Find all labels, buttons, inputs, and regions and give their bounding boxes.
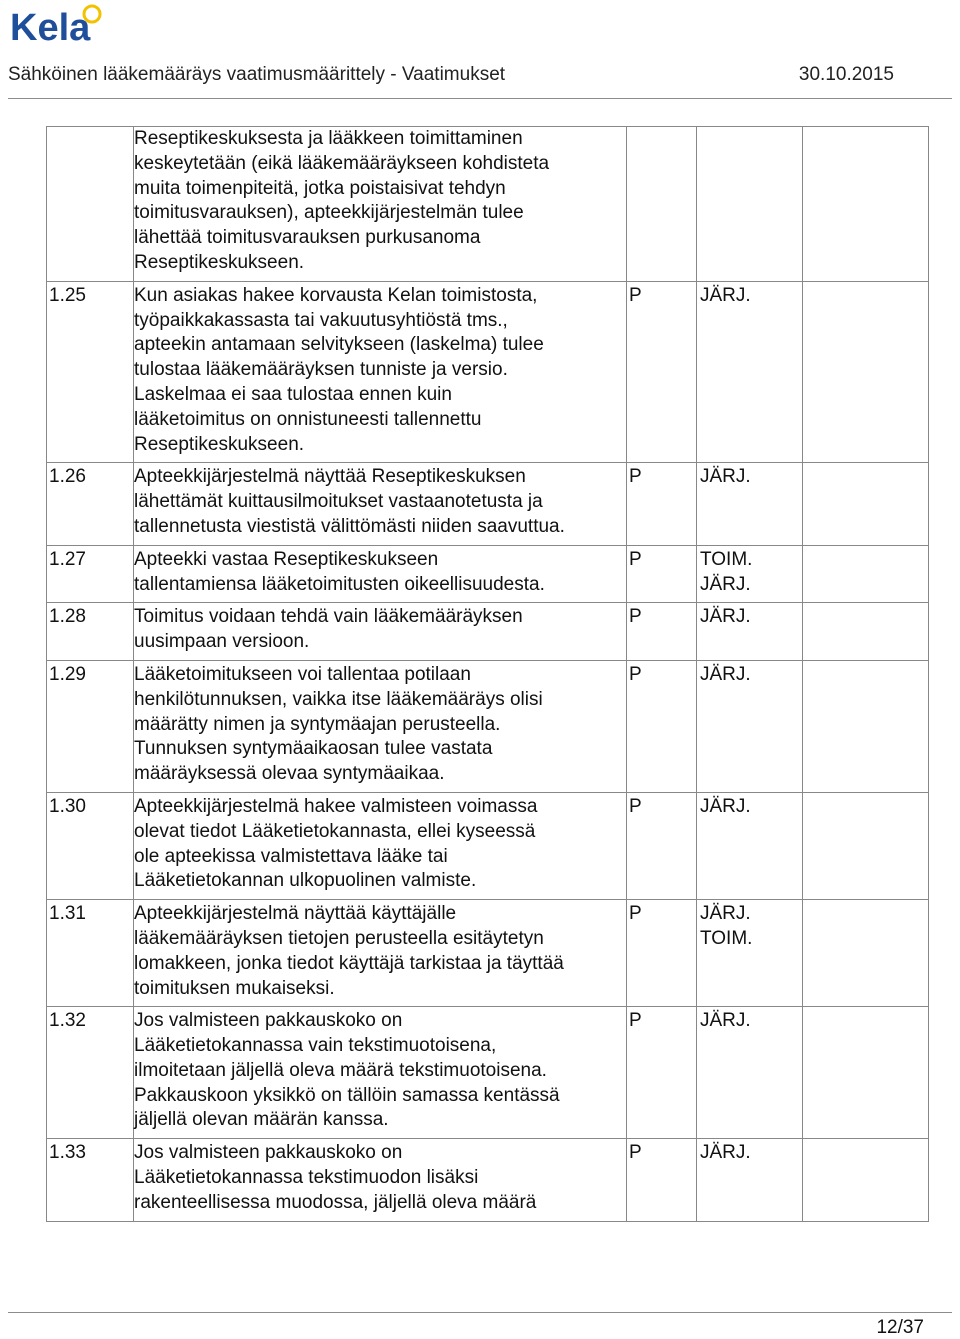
requirement-priority (627, 127, 697, 282)
requirement-responsibility (697, 660, 803, 792)
requirement-number: 1.33 (47, 1139, 134, 1221)
responsibility-item: JÄRJ. (700, 466, 751, 488)
requirement-text-line: määräyksessä olevaa syntymäaikaa. (134, 763, 445, 785)
requirement-priority: P (627, 900, 697, 1007)
requirements-table (46, 126, 929, 1222)
requirement-notes (803, 1139, 929, 1221)
requirement-text-line: ilmoitetaan jäljellä oleva määrä tekstimuotoisena. (134, 1059, 547, 1081)
requirement-responsibility (697, 281, 803, 463)
page-number: 12/37 (876, 1317, 924, 1338)
responsibility-item: JÄRJ. (700, 903, 751, 925)
requirement-row (47, 127, 929, 282)
requirement-text (134, 792, 627, 899)
requirement-text-line: Reseptikeskukseen. (134, 251, 305, 273)
requirement-number: 1.27 (47, 545, 134, 603)
requirement-text-line: olevat tiedot Lääketietokannasta, ellei kyseessä (134, 820, 536, 842)
requirement-text-line: Reseptikeskukseen. (134, 433, 305, 455)
responsibility-item: JÄRJ. (700, 573, 751, 595)
requirement-text-line: Apteekkijärjestelmä näyttää Reseptikeskuksen (134, 466, 526, 488)
requirement-row (47, 792, 929, 899)
requirement-row (47, 545, 929, 603)
requirement-text-line: muita toimenpiteitä, jotka poistaisivat tehdyn (134, 177, 506, 199)
requirement-notes (803, 792, 929, 899)
page-footer (8, 1312, 952, 1339)
requirement-priority: P (627, 463, 697, 545)
requirement-text-line: tallennetusta viestistä välittömästi niiden saavuttua. (134, 515, 565, 537)
requirement-text (134, 127, 627, 282)
requirement-number: 1.28 (47, 603, 134, 661)
requirement-text (134, 545, 627, 603)
requirement-text-line: uusimpaan versioon. (134, 631, 310, 653)
requirement-text-line: Apteekki vastaa Reseptikeskukseen (134, 548, 439, 570)
responsibility-item: JÄRJ. (700, 663, 751, 685)
requirement-text (134, 603, 627, 661)
requirement-responsibility (697, 545, 803, 603)
kela-logo (8, 2, 108, 46)
requirement-notes (803, 545, 929, 603)
responsibility-item: JÄRJ. (700, 795, 751, 817)
requirement-row (47, 660, 929, 792)
requirement-text-line: apteekin antamaan selvitykseen (laskelma) tulee (134, 334, 544, 356)
requirement-text-line: jäljellä olevan määrän kanssa. (134, 1109, 389, 1131)
requirement-number: 1.25 (47, 281, 134, 463)
requirement-priority: P (627, 1139, 697, 1221)
requirements-body (47, 127, 929, 1222)
requirement-text-line: lähettämät kuittausilmoitukset vastaanotetusta ja (134, 491, 543, 513)
requirement-text-line: tulostaa lääkemääräyksen tunniste ja versio. (134, 359, 508, 381)
requirement-text-line: lääkemääräyksen tietojen perusteella esitäytetyn (134, 927, 544, 949)
requirement-text-line: Reseptikeskuksesta ja lääkkeen toimittaminen (134, 128, 523, 149)
requirement-row (47, 1007, 929, 1139)
requirement-row (47, 603, 929, 661)
requirement-row (47, 463, 929, 545)
requirement-text-line: Lääketoimitukseen voi tallentaa potilaan (134, 663, 471, 685)
requirement-number: 1.26 (47, 463, 134, 545)
requirement-text-line: Apteekkijärjestelmä hakee valmisteen voimassa (134, 795, 538, 817)
requirement-text-line: Lääketietokannassa vain tekstimuotoisena, (134, 1035, 497, 1057)
requirement-text-line: Toimitus voidaan tehdä vain lääkemääräyksen (134, 606, 523, 628)
requirement-notes (803, 603, 929, 661)
requirement-responsibility (697, 900, 803, 1007)
requirement-text-line: ole apteekissa valmistettava lääke tai (134, 845, 448, 867)
requirement-text (134, 281, 627, 463)
requirement-text-line: rakenteellisessa muodossa, jäljellä oleva määrä (134, 1191, 537, 1213)
requirement-number (47, 127, 134, 282)
requirement-responsibility (697, 463, 803, 545)
responsibility-item: JÄRJ. (700, 606, 751, 628)
requirement-priority: P (627, 281, 697, 463)
requirement-text-line: työpaikkakassasta tai vakuutusyhtiöstä tms., (134, 309, 508, 331)
requirement-text-line: Laskelmaa ei saa tulostaa ennen kuin (134, 383, 452, 405)
requirement-text-line: lähettää toimitusvarauksen purkusanoma (134, 227, 481, 249)
responsibility-item: JÄRJ. (700, 284, 751, 306)
requirement-notes (803, 1007, 929, 1139)
requirement-text-line: Lääketietokannan ulkopuolinen valmiste. (134, 870, 477, 892)
requirement-text-line: Tunnuksen syntymäaikaosan tulee vastata (134, 738, 493, 760)
requirement-text-line: toimituksen mukaiseksi. (134, 977, 335, 999)
requirement-priority: P (627, 660, 697, 792)
requirement-text-line: lääketoimitus on onnistuneesti tallennettu (134, 408, 482, 430)
requirement-responsibility (697, 1139, 803, 1221)
requirement-responsibility (697, 792, 803, 899)
responsibility-item: JÄRJ. (700, 1010, 751, 1032)
logo-wordmark: Kela (10, 7, 91, 46)
requirement-priority: P (627, 545, 697, 603)
requirement-notes (803, 463, 929, 545)
requirement-text-line: Jos valmisteen pakkauskoko on (134, 1142, 403, 1164)
responsibility-item: JÄRJ. (700, 1142, 751, 1164)
requirement-text-line: toimitusvarauksen), apteekkijärjestelmän tulee (134, 202, 524, 224)
requirement-priority: P (627, 1007, 697, 1139)
requirement-text-line: keskeytetään (eikä lääkemääräykseen kohdisteta (134, 152, 550, 174)
requirement-notes (803, 900, 929, 1007)
requirement-text-line: Apteekkijärjestelmä näyttää käyttäjälle (134, 903, 457, 925)
requirement-text-line: Jos valmisteen pakkauskoko on (134, 1010, 403, 1032)
requirement-row (47, 900, 929, 1007)
requirement-text-line: lomakkeen, jonka tiedot käyttäjä tarkistaa ja täyttää (134, 952, 564, 974)
document-title: Sähköinen lääkemääräys vaatimusmäärittely - Vaatimukset (8, 64, 506, 85)
requirement-row (47, 281, 929, 463)
requirement-notes (803, 660, 929, 792)
requirement-number: 1.31 (47, 900, 134, 1007)
requirement-text (134, 660, 627, 792)
requirement-text-line: henkilötunnuksen, vaikka itse lääkemääräys olisi (134, 688, 543, 710)
requirement-number: 1.29 (47, 660, 134, 792)
requirement-text (134, 1007, 627, 1139)
page-header (8, 60, 952, 99)
requirement-text-line: määrätty nimen ja syntymäajan perusteella. (134, 713, 501, 735)
requirement-notes (803, 281, 929, 463)
requirement-text (134, 463, 627, 545)
responsibility-item: TOIM. (700, 548, 753, 570)
requirement-text-line: Lääketietokannassa tekstimuodon lisäksi (134, 1167, 479, 1189)
requirement-number: 1.32 (47, 1007, 134, 1139)
requirement-responsibility (697, 127, 803, 282)
requirement-row (47, 1139, 929, 1221)
requirement-priority: P (627, 603, 697, 661)
requirement-responsibility (697, 1007, 803, 1139)
requirement-responsibility (697, 603, 803, 661)
requirement-text-line: Kun asiakas hakee korvausta Kelan toimistosta, (134, 284, 538, 306)
requirement-notes (803, 127, 929, 282)
requirement-text-line: tallentamiensa lääketoimitusten oikeellisuudesta. (134, 573, 545, 595)
requirement-number: 1.30 (47, 792, 134, 899)
document-date: 30.10.2015 (798, 64, 894, 85)
requirement-text (134, 900, 627, 1007)
requirement-text-line: Pakkauskoon yksikkö on tällöin samassa kentässä (134, 1084, 560, 1106)
responsibility-item: TOIM. (700, 927, 753, 949)
requirement-text (134, 1139, 627, 1221)
requirement-priority: P (627, 792, 697, 899)
